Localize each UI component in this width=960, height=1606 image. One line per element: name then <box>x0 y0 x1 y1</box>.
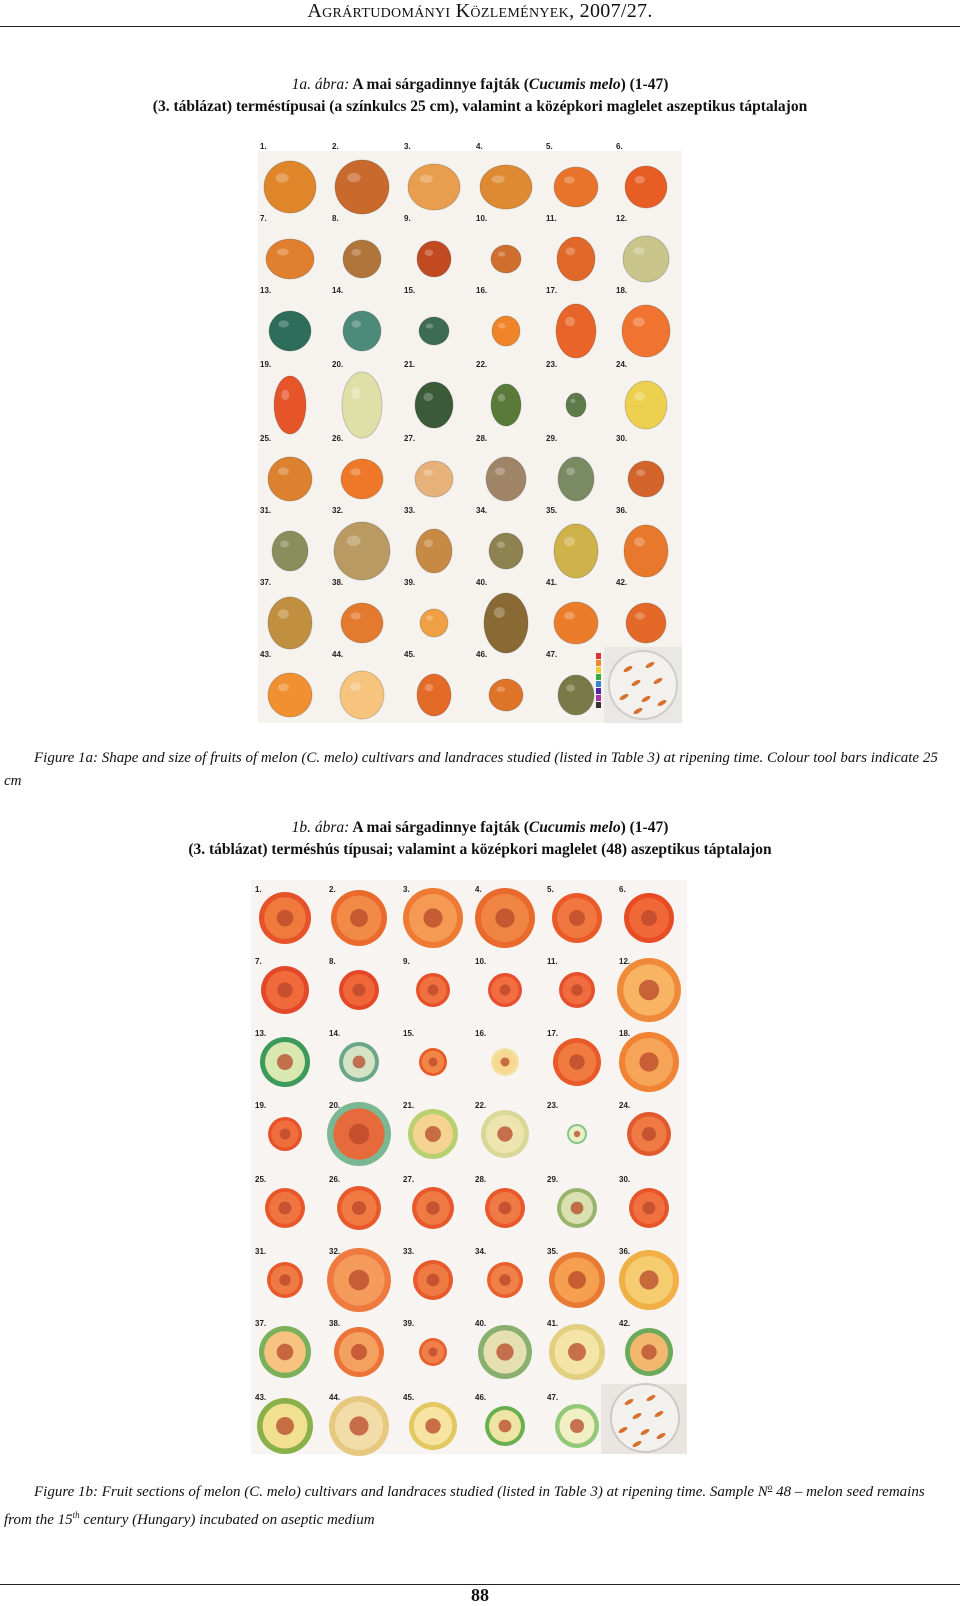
section-label: 17. <box>547 1029 559 1038</box>
fruit-highlight <box>564 537 575 547</box>
section-seed-cavity <box>429 1348 438 1357</box>
fruit-highlight <box>566 247 576 255</box>
section-seed-cavity <box>569 910 585 926</box>
fruit-highlight <box>352 249 362 256</box>
fruit-label: 2. <box>332 142 339 151</box>
colour-scale-segment <box>596 681 601 687</box>
fruit-label: 21. <box>404 360 416 369</box>
fruit-highlight <box>566 684 575 691</box>
fruit-photo <box>415 382 453 428</box>
section-label: 34. <box>475 1247 487 1256</box>
figure-1b-label: 1b. ábra: <box>291 819 350 836</box>
colour-scale-segment <box>596 674 601 680</box>
fruit-photo <box>554 602 598 644</box>
section-seed-cavity <box>568 1271 586 1289</box>
section-seed-cavity <box>568 1343 586 1361</box>
section-label: 28. <box>475 1175 487 1184</box>
fruit-label: 41. <box>546 578 558 587</box>
fruit-label: 3. <box>404 142 411 151</box>
section-seed-cavity <box>641 1344 656 1359</box>
fruit-photo <box>491 384 521 426</box>
fruit-photo <box>492 316 520 346</box>
fruit-photo <box>268 597 312 649</box>
fruit-label: 18. <box>616 286 628 295</box>
fruit-label: 45. <box>404 650 416 659</box>
section-seed-cavity <box>425 1126 441 1142</box>
section-seed-cavity <box>425 1418 440 1433</box>
fruit-label: 7. <box>260 214 267 223</box>
fruit-highlight <box>633 247 645 255</box>
fruit-photo <box>417 241 451 277</box>
figure-1a-image <box>258 142 682 723</box>
section-label: 22. <box>475 1101 487 1110</box>
section-label: 15. <box>403 1029 415 1038</box>
colour-scale-segment <box>596 695 601 701</box>
fruit-label: 5. <box>546 142 553 151</box>
fruit-label: 44. <box>332 650 344 659</box>
section-seed-cavity <box>500 985 511 996</box>
section-label: 2. <box>329 885 336 894</box>
section-label: 45. <box>403 1393 415 1402</box>
figure-1a-species: Cucumis melo <box>528 76 621 93</box>
fruit-label: 46. <box>476 650 488 659</box>
fruit-highlight <box>492 175 505 183</box>
fruit-photo <box>341 459 383 499</box>
fruit-highlight <box>564 176 575 183</box>
fruit-photo <box>623 236 669 282</box>
fruit-highlight <box>497 687 506 693</box>
colour-scale-segment <box>596 688 601 694</box>
section-seed-cavity <box>427 1274 440 1287</box>
fruit-photo <box>625 166 667 208</box>
section-seed-cavity <box>277 982 292 997</box>
section-seed-cavity <box>571 984 583 996</box>
fruit-highlight <box>424 539 433 547</box>
fruit-photo <box>558 675 594 715</box>
section-label: 14. <box>329 1029 341 1038</box>
section-label: 7. <box>255 957 262 966</box>
fruit-highlight <box>634 392 645 401</box>
section-seed-cavity <box>353 984 366 997</box>
fruit-highlight <box>498 394 506 402</box>
section-label: 8. <box>329 957 336 966</box>
fruit-highlight <box>498 252 506 257</box>
fruit-photo <box>342 372 382 438</box>
figure-1b-species: Cucumis melo <box>528 819 621 836</box>
section-seed-cavity <box>574 1131 580 1137</box>
figure-1b-title-part2: ) (1-47) <box>620 819 669 836</box>
section-label: 46. <box>475 1393 487 1402</box>
figure-1b-en-caption <box>4 1476 956 1532</box>
fruit-highlight <box>352 320 362 327</box>
fruit-photo <box>343 311 381 351</box>
section-label: 16. <box>475 1029 487 1038</box>
section-label: 1. <box>255 885 262 894</box>
figure-1b-hu-line2: (3. táblázat) terméshús típusai; valamint a középkori maglelet (48) aszeptikus táptalajon <box>188 841 772 858</box>
section-label: 31. <box>255 1247 267 1256</box>
fruit-label: 26. <box>332 434 344 443</box>
fruit-photo <box>491 245 521 273</box>
section-label: 4. <box>475 885 482 894</box>
figure-1b-title-part1: A mai sárgadinnye fajták ( <box>349 819 529 836</box>
fruit-highlight <box>281 390 289 400</box>
section-label: 39. <box>403 1319 415 1328</box>
fruit-label: 31. <box>260 506 272 515</box>
fruit-photo <box>268 457 312 501</box>
section-label: 18. <box>619 1029 631 1038</box>
fruit-label: 34. <box>476 506 488 515</box>
figure-1b-hu-line1 <box>0 817 960 839</box>
fruit-label: 36. <box>616 506 628 515</box>
fruit-highlight <box>634 537 645 546</box>
section-seed-cavity <box>276 1417 294 1435</box>
fruit-highlight <box>350 468 361 475</box>
section-seed-cavity <box>639 1270 658 1289</box>
section-seed-cavity <box>349 1124 369 1144</box>
fruit-photo <box>566 393 586 417</box>
figure-1b-plate <box>251 880 687 1454</box>
section-seed-cavity <box>499 1274 511 1286</box>
fruit-label: 8. <box>332 214 339 223</box>
section-seed-cavity <box>429 1058 438 1067</box>
fruit-highlight <box>277 248 289 255</box>
fruit-photo <box>624 525 668 577</box>
fruit-photo <box>622 305 670 357</box>
section-seed-cavity <box>277 910 294 927</box>
fruit-highlight <box>425 684 434 692</box>
fruit-highlight <box>278 320 289 327</box>
fruit-photo <box>626 603 666 643</box>
figure-1a-title-part1: A mai sárgadinnye fajták ( <box>349 76 529 93</box>
section-label: 9. <box>403 957 410 966</box>
section-label: 47. <box>547 1393 559 1402</box>
fruit-photo <box>420 609 448 637</box>
fruit-highlight <box>425 249 434 255</box>
fruit-photo <box>484 593 528 653</box>
fruit-label: 35. <box>546 506 558 515</box>
fruit-label: 11. <box>546 214 557 223</box>
section-seed-cavity <box>279 1202 292 1215</box>
section-seed-cavity <box>639 980 659 1000</box>
fruit-photo <box>268 673 312 717</box>
section-seed-cavity <box>499 1202 512 1215</box>
fruit-label: 42. <box>616 578 628 587</box>
fruit-photo <box>272 531 308 571</box>
fruit-highlight <box>420 175 433 183</box>
section-seed-cavity <box>570 1419 584 1433</box>
section-seed-cavity <box>641 910 657 926</box>
section-label: 21. <box>403 1101 415 1110</box>
figure-1b-en-part2: 48 – melon seed remains from the 15 <box>4 1484 925 1528</box>
fruit-photo <box>334 522 390 580</box>
petri-dish <box>611 1384 679 1452</box>
fruit-highlight <box>634 176 645 184</box>
section-label: 25. <box>255 1175 267 1184</box>
fruit-photo <box>558 457 594 501</box>
section-seed-cavity <box>423 908 442 927</box>
fruit-highlight <box>494 607 505 618</box>
fruit-label: 17. <box>546 286 558 295</box>
section-label: 30. <box>619 1175 631 1184</box>
section-label: 37. <box>255 1319 267 1328</box>
section-seed-cavity <box>495 908 514 927</box>
fruit-label: 32. <box>332 506 344 515</box>
fruit-highlight <box>276 173 289 182</box>
section-label: 29. <box>547 1175 559 1184</box>
fruit-label: 29. <box>546 434 558 443</box>
fruit-label: 16. <box>476 286 488 295</box>
fruit-label: 24. <box>616 360 628 369</box>
fruit-highlight <box>498 323 505 328</box>
fruit-highlight <box>347 173 361 183</box>
fruit-label: 37. <box>260 578 272 587</box>
section-label: 44. <box>329 1393 341 1402</box>
section-seed-cavity <box>643 1202 656 1215</box>
section-label: 10. <box>475 957 487 966</box>
fruit-label: 23. <box>546 360 558 369</box>
fruit-highlight <box>426 324 434 329</box>
fruit-highlight <box>495 467 505 475</box>
fruit-photo <box>274 376 306 434</box>
fruit-photo <box>419 317 449 345</box>
section-label: 6. <box>619 885 626 894</box>
section-seed-cavity <box>279 1274 291 1286</box>
section-seed-cavity <box>642 1127 656 1141</box>
fruit-label: 6. <box>616 142 623 151</box>
header-rule <box>0 26 960 27</box>
section-seed-cavity <box>349 1416 368 1435</box>
section-seed-cavity <box>349 1270 369 1290</box>
colour-scale-segment <box>596 660 601 666</box>
section-seed-cavity <box>501 1058 510 1067</box>
section-seed-cavity <box>280 1129 291 1140</box>
fruit-label: 19. <box>260 360 272 369</box>
fruit-highlight <box>350 682 361 691</box>
section-label: 20. <box>329 1101 341 1110</box>
figure-1a-title-part2: ) (1-47) <box>620 76 669 93</box>
fruit-highlight <box>351 388 361 400</box>
fruit-photo <box>416 529 452 573</box>
colour-scale-segment <box>596 702 601 708</box>
fruit-label: 13. <box>260 286 272 295</box>
petri-dish <box>609 651 677 719</box>
section-seed-cavity <box>496 1343 513 1360</box>
fruit-highlight <box>635 612 645 619</box>
fruit-photo <box>264 161 316 213</box>
page-number: 88 <box>471 1585 489 1605</box>
plate-background <box>251 880 687 1454</box>
section-label: 11. <box>547 957 558 966</box>
fruit-label: 4. <box>476 142 483 151</box>
fruit-highlight <box>280 540 289 547</box>
figure-1b-en-part1: Figure 1b: Fruit sections of melon (C. melo) cultivars and landraces studied (listed in Table 3) at ripening time. Sample N <box>34 1484 768 1500</box>
fruit-highlight <box>571 399 576 403</box>
fruit-photo <box>489 679 523 711</box>
section-seed-cavity <box>497 1126 512 1141</box>
figure-1b-hu-caption <box>0 817 960 861</box>
section-seed-cavity <box>639 1052 658 1071</box>
section-label: 41. <box>547 1319 559 1328</box>
section-label: 40. <box>475 1319 487 1328</box>
section-label: 19. <box>255 1101 267 1110</box>
fruit-highlight <box>424 469 434 475</box>
section-seed-cavity <box>353 1056 366 1069</box>
fruit-photo <box>343 240 381 278</box>
section-seed-cavity <box>499 1420 512 1433</box>
fruit-photo <box>340 671 384 719</box>
fruit-highlight <box>564 612 575 620</box>
fruit-label: 33. <box>404 506 416 515</box>
figure-1a-hu-caption <box>0 74 960 118</box>
fruit-label: 25. <box>260 434 272 443</box>
figure-1a-plate <box>258 142 682 723</box>
fruit-highlight <box>426 616 433 621</box>
section-seed-cavity <box>277 1054 293 1070</box>
figure-1a-hu-line2: (3. táblázat) terméstípusai (a színkulcs 25 cm), valamint a középkori maglelet aszeptikus táptalajon <box>152 98 808 115</box>
fruit-photo <box>628 461 664 497</box>
section-label: 33. <box>403 1247 415 1256</box>
fruit-photo <box>486 457 526 501</box>
fruit-label: 9. <box>404 214 411 223</box>
fruit-photo <box>625 381 667 429</box>
fruit-highlight <box>566 467 575 475</box>
figure-1b-image <box>251 880 687 1454</box>
section-seed-cavity <box>350 909 368 927</box>
fruit-label: 30. <box>616 434 628 443</box>
fruit-photo <box>489 533 523 569</box>
fruit-label: 27. <box>404 434 416 443</box>
fruit-highlight <box>347 536 361 546</box>
fruit-photo <box>341 603 383 643</box>
figure-1b-en-part3: century (Hungary) incubated on aseptic medium <box>79 1512 375 1528</box>
section-label: 38. <box>329 1319 341 1328</box>
section-seed-cavity <box>571 1202 584 1215</box>
fruit-photo <box>408 164 460 210</box>
fruit-photo <box>557 237 595 281</box>
section-label: 13. <box>255 1029 267 1038</box>
section-label: 43. <box>255 1393 267 1402</box>
section-label: 12. <box>619 957 631 966</box>
fruit-label: 38. <box>332 578 344 587</box>
fruit-photo <box>480 165 532 209</box>
fruit-label: 1. <box>260 142 267 151</box>
fruit-photo <box>417 674 451 716</box>
fruit-highlight <box>636 469 645 475</box>
fruit-label: 28. <box>476 434 488 443</box>
fruit-highlight <box>278 467 289 475</box>
figure-1b-en-th-sup: th <box>72 1510 80 1520</box>
fruit-highlight <box>278 683 289 691</box>
section-label: 35. <box>547 1247 559 1256</box>
figure-1a-label: 1a. ábra: <box>291 76 350 93</box>
section-label: 26. <box>329 1175 341 1184</box>
fruit-photo <box>335 160 389 214</box>
fruit-highlight <box>424 393 434 401</box>
fruit-label: 12. <box>616 214 628 223</box>
fruit-label: 10. <box>476 214 488 223</box>
fruit-photo <box>556 304 596 358</box>
fruit-label: 39. <box>404 578 416 587</box>
fruit-highlight <box>633 317 645 326</box>
section-label: 42. <box>619 1319 631 1328</box>
fruit-photo <box>554 167 598 207</box>
fruit-photo <box>266 239 314 279</box>
fruit-photo <box>554 524 598 578</box>
figure-1b-en-no-sup: o <box>767 1482 773 1492</box>
section-label: 27. <box>403 1175 415 1184</box>
fruit-label: 47. <box>546 650 558 659</box>
fruit-label: 43. <box>260 650 272 659</box>
fruit-label: 14. <box>332 286 344 295</box>
fruit-photo <box>269 311 311 351</box>
fruit-highlight <box>497 541 506 547</box>
section-label: 5. <box>547 885 554 894</box>
fruit-label: 22. <box>476 360 488 369</box>
section-label: 32. <box>329 1247 341 1256</box>
fruit-label: 20. <box>332 360 344 369</box>
figure-1a-hu-line1 <box>0 74 960 96</box>
fruit-label: 15. <box>404 286 416 295</box>
running-header <box>0 0 960 28</box>
fruit-photo <box>415 461 453 497</box>
running-title: Agrártudományi Közlemények, 2007/27. <box>307 0 653 22</box>
section-label: 3. <box>403 885 410 894</box>
fruit-highlight <box>278 609 289 618</box>
section-seed-cavity <box>569 1054 584 1069</box>
section-seed-cavity <box>426 1201 439 1214</box>
colour-scale-segment <box>596 667 601 673</box>
section-seed-cavity <box>277 1344 294 1361</box>
fruit-highlight <box>565 317 575 327</box>
fruit-label: 40. <box>476 578 488 587</box>
section-seed-cavity <box>352 1201 366 1215</box>
section-seed-cavity <box>351 1344 367 1360</box>
section-label: 36. <box>619 1247 631 1256</box>
fruit-highlight <box>350 612 361 619</box>
section-label: 23. <box>547 1101 559 1110</box>
section-seed-cavity <box>428 985 439 996</box>
section-label: 24. <box>619 1101 631 1110</box>
colour-scale-segment <box>596 653 601 659</box>
figure-1a-en-caption: Figure 1a: Shape and size of fruits of melon (C. melo) cultivars and landraces studied (listed in Table 3) at ripening time. Colour tool bars indicate 25 cm <box>4 750 938 789</box>
